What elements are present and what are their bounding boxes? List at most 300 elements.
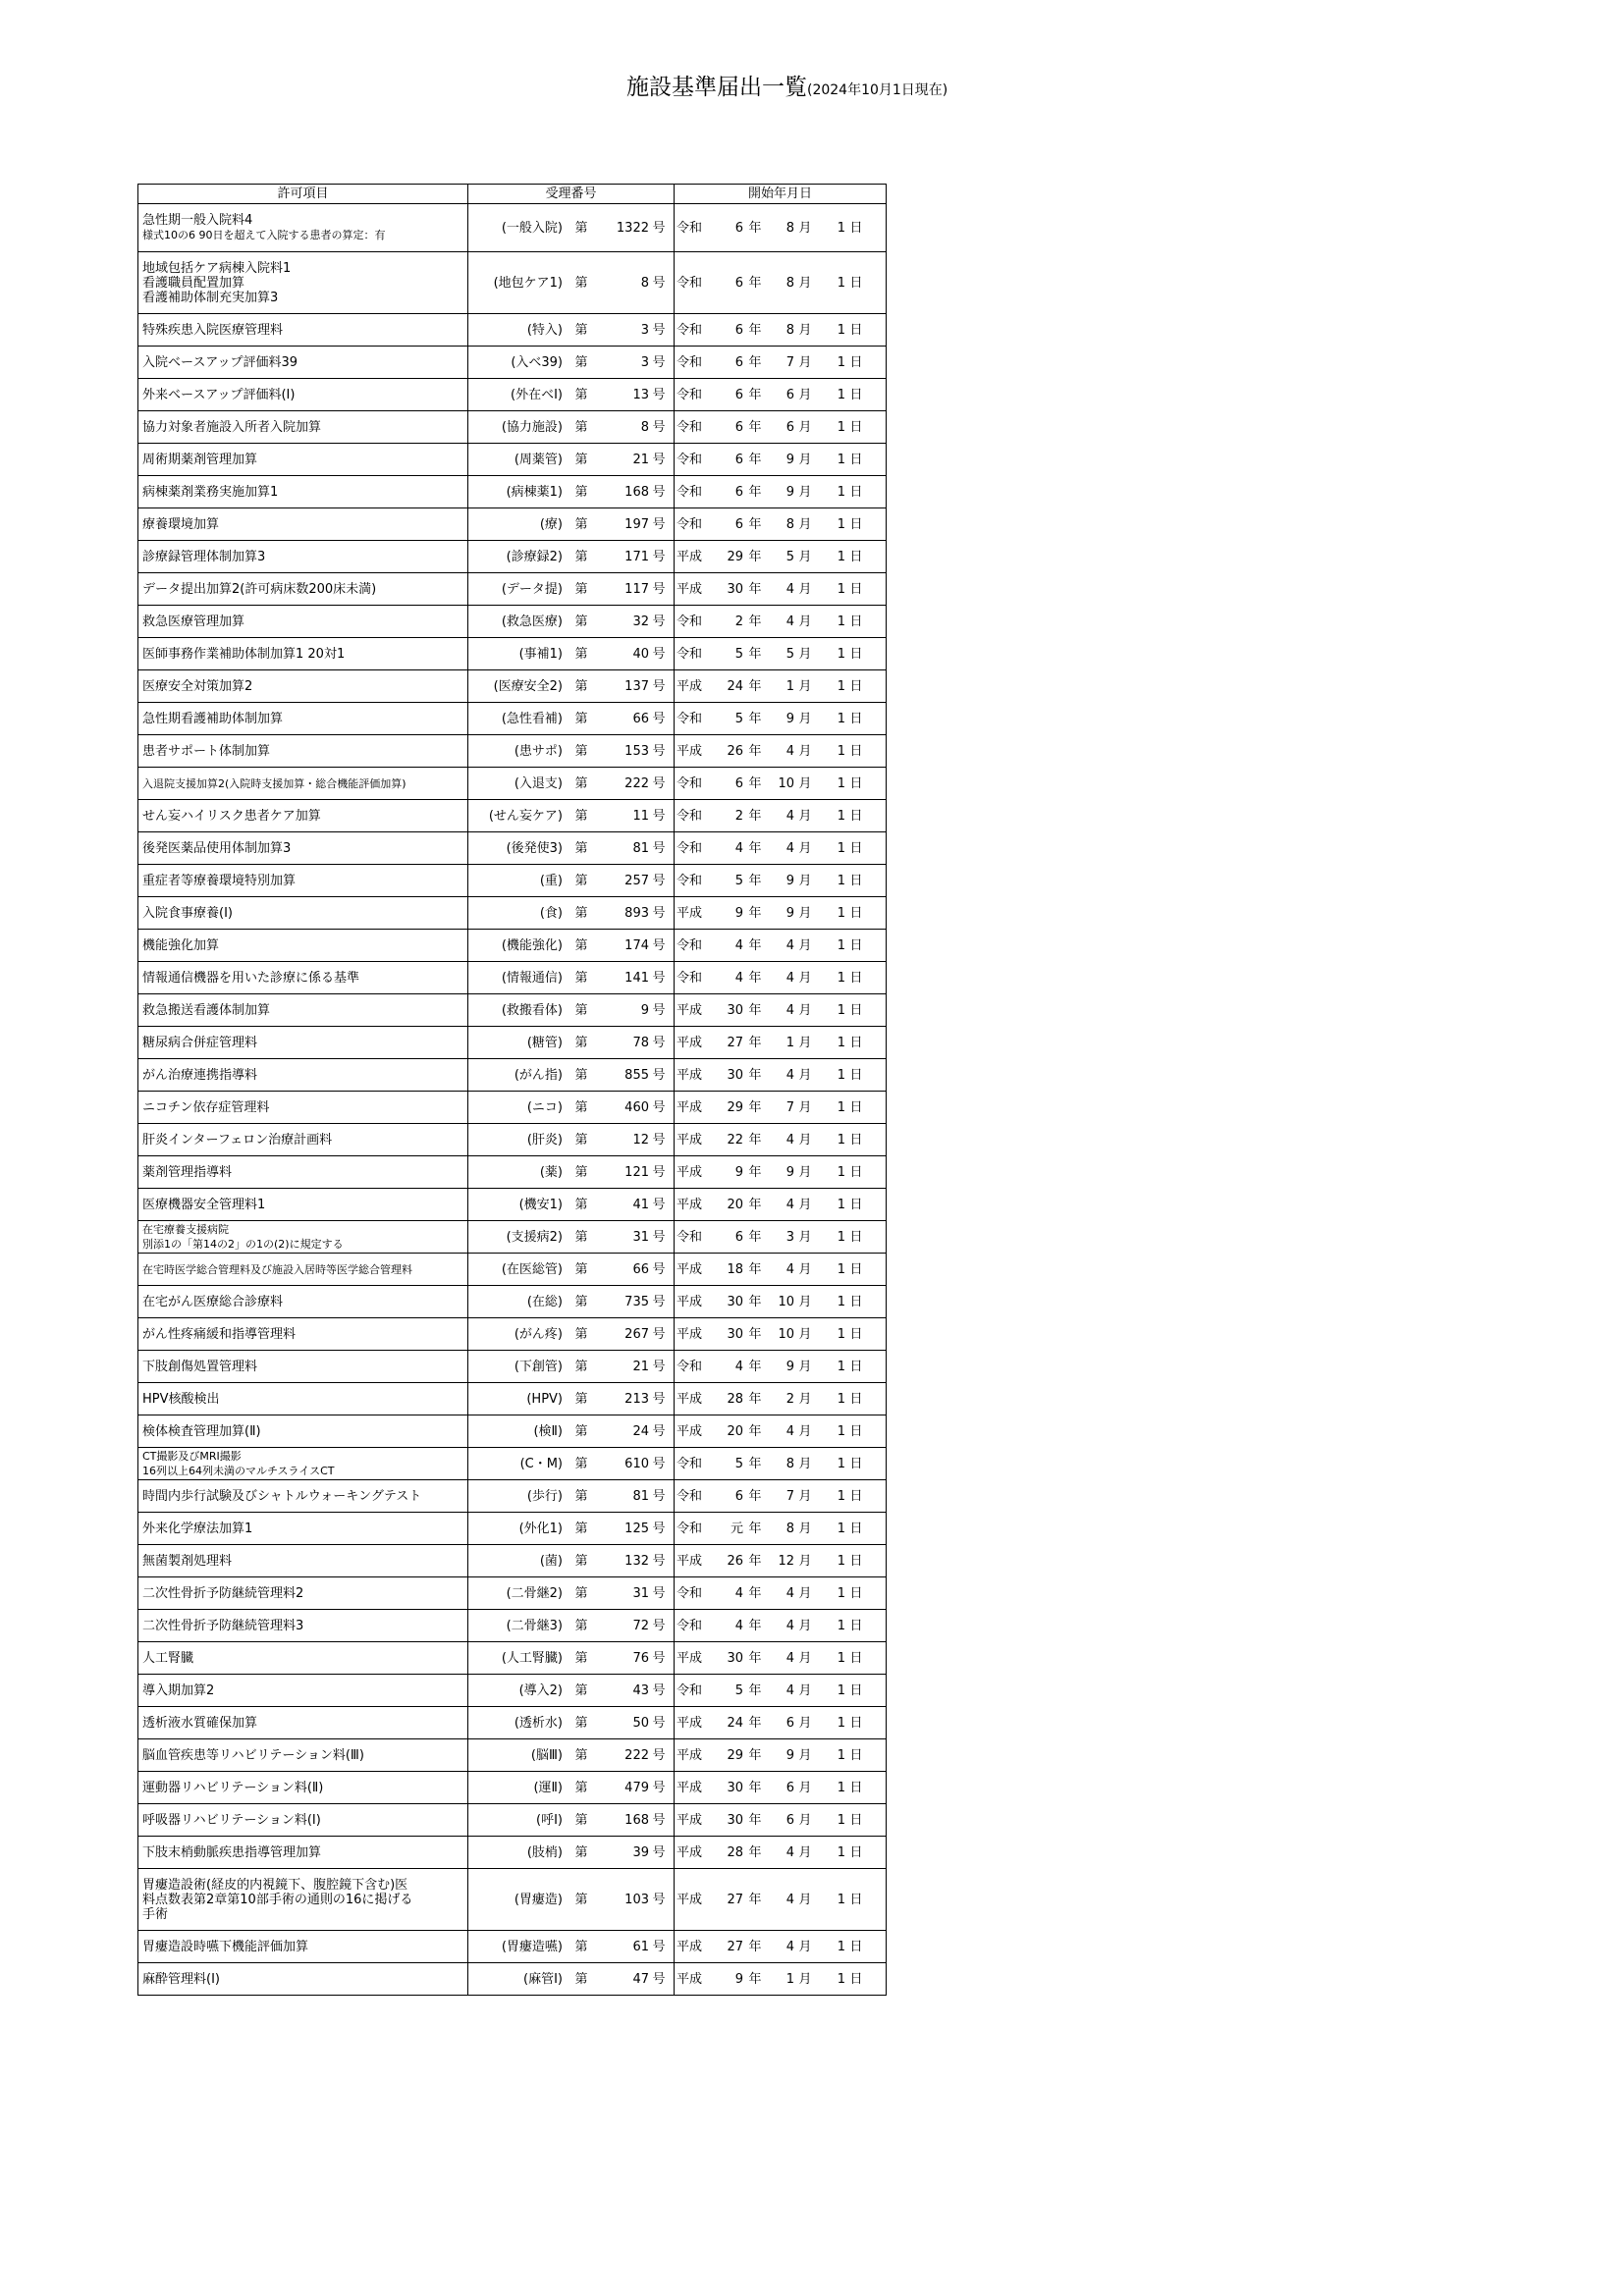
table-row [138,1480,887,1513]
start-date-cell [675,314,887,347]
go-label: 号 [652,1456,666,1471]
item-cell [138,1675,468,1707]
year: 6 [734,775,743,791]
month: 9 [785,711,794,726]
item-cell [138,962,468,994]
item-cell [138,1963,468,1996]
day: 1 [837,1002,845,1018]
dai-label: 第 [574,614,588,629]
year-label: 年 [748,1002,762,1018]
start-date-cell [675,1707,887,1739]
era: 平成 [677,1164,703,1180]
day: 1 [837,873,845,888]
day: 1 [837,1585,845,1601]
year: 6 [734,354,743,370]
item-line: 患者サポート体制加算 [142,743,271,759]
month-label: 月 [798,1892,812,1907]
receipt-cell [468,1351,675,1383]
year: 9 [734,1971,743,1987]
month-label: 月 [798,1650,812,1666]
era: 令和 [677,354,703,370]
year: 5 [734,711,743,726]
year: 元 [730,1521,743,1536]
month: 10 [778,1294,794,1309]
year: 26 [727,743,743,759]
month: 3 [785,1229,794,1245]
start-date-cell [675,1059,887,1092]
month: 4 [785,937,794,953]
era: 平成 [677,743,703,759]
go-label: 号 [652,387,666,402]
item-line: 糖尿病合併症管理料 [142,1035,258,1050]
era: 令和 [677,937,703,953]
era: 平成 [677,1812,703,1828]
year-label: 年 [748,581,762,597]
receipt-abbr: (救急医療) [501,614,563,629]
item-cell [138,252,468,314]
receipt-number: 117 [624,581,649,597]
table-row [138,1448,887,1480]
era: 平成 [677,1261,703,1277]
month: 1 [785,1035,794,1050]
item-cell [138,508,468,541]
dai-label: 第 [574,275,588,291]
era: 令和 [677,873,703,888]
receipt-cell [468,204,675,252]
receipt-number: 168 [624,484,649,500]
year: 4 [734,1618,743,1633]
receipt-cell [468,1189,675,1221]
era: 令和 [677,614,703,629]
dai-label: 第 [574,1488,588,1504]
month: 4 [785,1892,794,1907]
go-label: 号 [652,1035,666,1050]
month-label: 月 [798,387,812,402]
receipt-cell [468,1772,675,1804]
receipt-number: 11 [632,808,649,824]
era: 平成 [677,905,703,921]
month-label: 月 [798,1359,812,1374]
item-line: 脳血管疾患等リハビリテーション料(Ⅲ) [142,1747,364,1763]
month: 4 [785,970,794,986]
day: 1 [837,1892,845,1907]
month-label: 月 [798,452,812,467]
item-cell [138,1707,468,1739]
day: 1 [837,970,845,986]
month: 7 [785,1099,794,1115]
era: 平成 [677,678,703,694]
receipt-number: 3 [640,354,649,370]
month-label: 月 [798,322,812,338]
receipt-number: 3 [640,322,649,338]
header-start: 開始年月日 [675,185,887,204]
year-label: 年 [748,1261,762,1277]
table-row [138,994,887,1027]
month-label: 月 [798,1035,812,1050]
receipt-cell [468,1383,675,1415]
table-row [138,865,887,897]
year-label: 年 [748,549,762,564]
receipt-number: 72 [632,1618,649,1633]
receipt-cell [468,1739,675,1772]
receipt-cell [468,897,675,930]
receipt-cell [468,1577,675,1610]
day-label: 日 [849,275,863,291]
item-cell [138,1931,468,1963]
day-label: 日 [849,549,863,564]
month-label: 月 [798,678,812,694]
month-label: 月 [798,873,812,888]
receipt-abbr: (運Ⅱ) [533,1780,563,1795]
year-label: 年 [748,1197,762,1212]
year: 5 [734,646,743,662]
receipt-cell [468,994,675,1027]
receipt-cell [468,1545,675,1577]
page-title-block [626,69,947,101]
item-cell [138,897,468,930]
month: 7 [785,354,794,370]
month-label: 月 [798,937,812,953]
item-cell [138,1189,468,1221]
day: 1 [837,1650,845,1666]
receipt-abbr: (HPV) [526,1391,563,1407]
year: 4 [734,1359,743,1374]
day-label: 日 [849,354,863,370]
item-cell [138,1610,468,1642]
receipt-cell [468,379,675,411]
start-date-cell [675,508,887,541]
item-line: 薬剤管理指導料 [142,1164,233,1180]
receipt-cell [468,1286,675,1318]
year: 27 [727,1035,743,1050]
go-label: 号 [652,1261,666,1277]
table-row [138,476,887,508]
year-label: 年 [748,1229,762,1245]
go-label: 号 [652,1780,666,1795]
year-label: 年 [748,905,762,921]
receipt-abbr: (病棟薬1) [506,484,563,500]
day-label: 日 [849,1585,863,1601]
day: 1 [837,1618,845,1633]
receipt-cell [468,444,675,476]
item-cell [138,1415,468,1448]
month: 9 [785,1359,794,1374]
day: 1 [837,581,845,597]
day-label: 日 [849,1002,863,1018]
go-label: 号 [652,614,666,629]
receipt-cell [468,735,675,768]
year-label: 年 [748,937,762,953]
year-label: 年 [748,1456,762,1471]
year-label: 年 [748,354,762,370]
item-line: 重症者等療養環境特別加算 [142,873,297,888]
day: 1 [837,1132,845,1148]
day-label: 日 [849,1812,863,1828]
receipt-abbr: (糖管) [526,1035,563,1050]
year: 18 [727,1261,743,1277]
day: 1 [837,387,845,402]
start-date-cell [675,897,887,930]
day-label: 日 [849,1553,863,1569]
item-cell [138,1739,468,1772]
era: 平成 [677,1971,703,1987]
day: 1 [837,452,845,467]
table-row [138,1415,887,1448]
start-date-cell [675,444,887,476]
item-cell [138,670,468,703]
year-label: 年 [748,678,762,694]
start-date-cell [675,1415,887,1448]
receipt-cell [468,638,675,670]
dai-label: 第 [574,1844,588,1860]
start-date-cell [675,1772,887,1804]
year-label: 年 [748,1747,762,1763]
receipt-cell [468,1869,675,1931]
year-label: 年 [748,516,762,532]
item-cell [138,1286,468,1318]
day: 1 [837,275,845,291]
day-label: 日 [849,970,863,986]
month-label: 月 [798,1229,812,1245]
item-line: 入退院支援加算2(入院時支援加算・総合機能評価加算) [142,776,406,790]
table-row [138,1931,887,1963]
era: 令和 [677,840,703,856]
era: 令和 [677,1456,703,1471]
as-of-date: (2024年10月1日現在) [807,82,948,98]
go-label: 号 [652,1294,666,1309]
go-label: 号 [652,905,666,921]
receipt-number: 9 [640,1002,649,1018]
table-row [138,1059,887,1092]
table-row [138,379,887,411]
day-label: 日 [849,1488,863,1504]
era: 平成 [677,1553,703,1569]
receipt-abbr: (胃瘻造) [514,1892,563,1907]
receipt-abbr: (人工腎臓) [501,1650,563,1666]
year-label: 年 [748,1892,762,1907]
table-row [138,800,887,832]
item-cell [138,204,468,252]
table-row [138,1513,887,1545]
era: 平成 [677,1099,703,1115]
item-line: 下肢末梢動脈疾患指導管理加算 [142,1844,322,1860]
receipt-abbr: (入ベ39) [511,354,563,370]
item-line: 呼吸器リハビリテーション料(Ⅰ) [142,1812,321,1828]
table-row [138,1351,887,1383]
year: 30 [727,1326,743,1342]
start-date-cell [675,670,887,703]
item-line: 救急搬送看護体制加算 [142,1002,271,1018]
item-line: 地域包括ケア病棟入院料1 [142,260,292,276]
go-label: 号 [652,646,666,662]
go-label: 号 [652,322,666,338]
year: 6 [734,1488,743,1504]
day: 1 [837,419,845,435]
receipt-number: 267 [624,1326,649,1342]
table-row [138,411,887,444]
start-date-cell [675,1513,887,1545]
month: 4 [785,1423,794,1439]
month: 12 [778,1553,794,1569]
era: 平成 [677,1002,703,1018]
go-label: 号 [652,1682,666,1698]
go-label: 号 [652,419,666,435]
year: 29 [727,1099,743,1115]
go-label: 号 [652,970,666,986]
year: 30 [727,1067,743,1083]
dai-label: 第 [574,1971,588,1987]
year: 6 [734,275,743,291]
receipt-number: 610 [624,1456,649,1471]
dai-label: 第 [574,840,588,856]
receipt-abbr: (肝炎) [526,1132,563,1148]
month-label: 月 [798,1391,812,1407]
era: 令和 [677,419,703,435]
go-label: 号 [652,1229,666,1245]
year: 30 [727,1780,743,1795]
item-line: 医療安全対策加算2 [142,678,253,694]
go-label: 号 [652,1359,666,1374]
item-cell [138,1221,468,1254]
receipt-abbr: (療) [539,516,563,532]
item-cell [138,994,468,1027]
go-label: 号 [652,484,666,500]
receipt-abbr: (がん疼) [514,1326,563,1342]
receipt-cell [468,252,675,314]
item-line: 麻酔管理料(Ⅰ) [142,1971,220,1987]
day-label: 日 [849,1326,863,1342]
go-label: 号 [652,549,666,564]
month: 9 [785,873,794,888]
year: 30 [727,1002,743,1018]
item-line: CT撮影及びMRI撮影 [142,1450,242,1463]
day: 1 [837,484,845,500]
day: 1 [837,1812,845,1828]
month-label: 月 [798,1553,812,1569]
dai-label: 第 [574,1099,588,1115]
start-date-cell [675,865,887,897]
year-label: 年 [748,1035,762,1050]
receipt-number: 171 [624,549,649,564]
item-line: 看護職員配置加算 [142,275,245,291]
receipt-abbr: (一般入院) [501,220,563,236]
item-cell [138,1577,468,1610]
receipt-number: 47 [632,1971,649,1987]
item-line: 検体検査管理加算(Ⅱ) [142,1423,261,1439]
go-label: 号 [652,1585,666,1601]
day-label: 日 [849,1229,863,1245]
day-label: 日 [849,452,863,467]
receipt-cell [468,1804,675,1837]
day: 1 [837,1488,845,1504]
era: 平成 [677,1844,703,1860]
dai-label: 第 [574,937,588,953]
day: 1 [837,516,845,532]
start-date-cell [675,1480,887,1513]
item-cell [138,1318,468,1351]
month: 6 [785,387,794,402]
table-row [138,252,887,314]
receipt-number: 31 [632,1229,649,1245]
item-cell [138,1383,468,1415]
item-cell [138,1545,468,1577]
day: 1 [837,1780,845,1795]
day-label: 日 [849,743,863,759]
table-row [138,444,887,476]
day-label: 日 [849,840,863,856]
dai-label: 第 [574,1939,588,1954]
receipt-abbr: (がん指) [514,1067,563,1083]
month-label: 月 [798,743,812,759]
year: 28 [727,1844,743,1860]
receipt-abbr: (患サポ) [514,743,563,759]
receipt-cell [468,573,675,606]
receipt-abbr: (機能強化) [501,937,563,953]
start-date-cell [675,1577,887,1610]
receipt-number: 66 [632,1261,649,1277]
table-row [138,897,887,930]
item-line: 入院食事療養(Ⅰ) [142,905,233,921]
item-cell [138,1027,468,1059]
dai-label: 第 [574,1326,588,1342]
month: 4 [785,1002,794,1018]
day-label: 日 [849,581,863,597]
go-label: 号 [652,1132,666,1148]
month-label: 月 [798,614,812,629]
era: 平成 [677,1747,703,1763]
day: 1 [837,743,845,759]
era: 平成 [677,1197,703,1212]
receipt-number: 76 [632,1650,649,1666]
table-row [138,1221,887,1254]
receipt-abbr: (脳Ⅲ) [530,1747,563,1763]
day-label: 日 [849,1197,863,1212]
dai-label: 第 [574,322,588,338]
year: 6 [734,419,743,435]
item-line: 協力対象者施設入所者入院加算 [142,419,322,435]
go-label: 号 [652,775,666,791]
day: 1 [837,1844,845,1860]
day-label: 日 [849,1971,863,1987]
month: 9 [785,484,794,500]
month-label: 月 [798,484,812,500]
year-label: 年 [748,1812,762,1828]
item-line: 情報通信機器を用いた診療に係る基準 [142,970,360,986]
receipt-cell [468,1707,675,1739]
table-row [138,314,887,347]
receipt-cell [468,476,675,508]
receipt-cell [468,1837,675,1869]
month-label: 月 [798,1488,812,1504]
dai-label: 第 [574,1035,588,1050]
year: 24 [727,678,743,694]
receipt-abbr: (周薬管) [514,452,563,467]
item-cell [138,703,468,735]
year-label: 年 [748,1067,762,1083]
receipt-number: 81 [632,1488,649,1504]
month-label: 月 [798,1618,812,1633]
item-cell [138,865,468,897]
item-cell [138,1804,468,1837]
year: 30 [727,1812,743,1828]
item-line: HPV核酸検出 [142,1391,220,1407]
dai-label: 第 [574,1164,588,1180]
month: 4 [785,1650,794,1666]
era: 平成 [677,1391,703,1407]
month-label: 月 [798,549,812,564]
year: 9 [734,905,743,921]
day-label: 日 [849,678,863,694]
